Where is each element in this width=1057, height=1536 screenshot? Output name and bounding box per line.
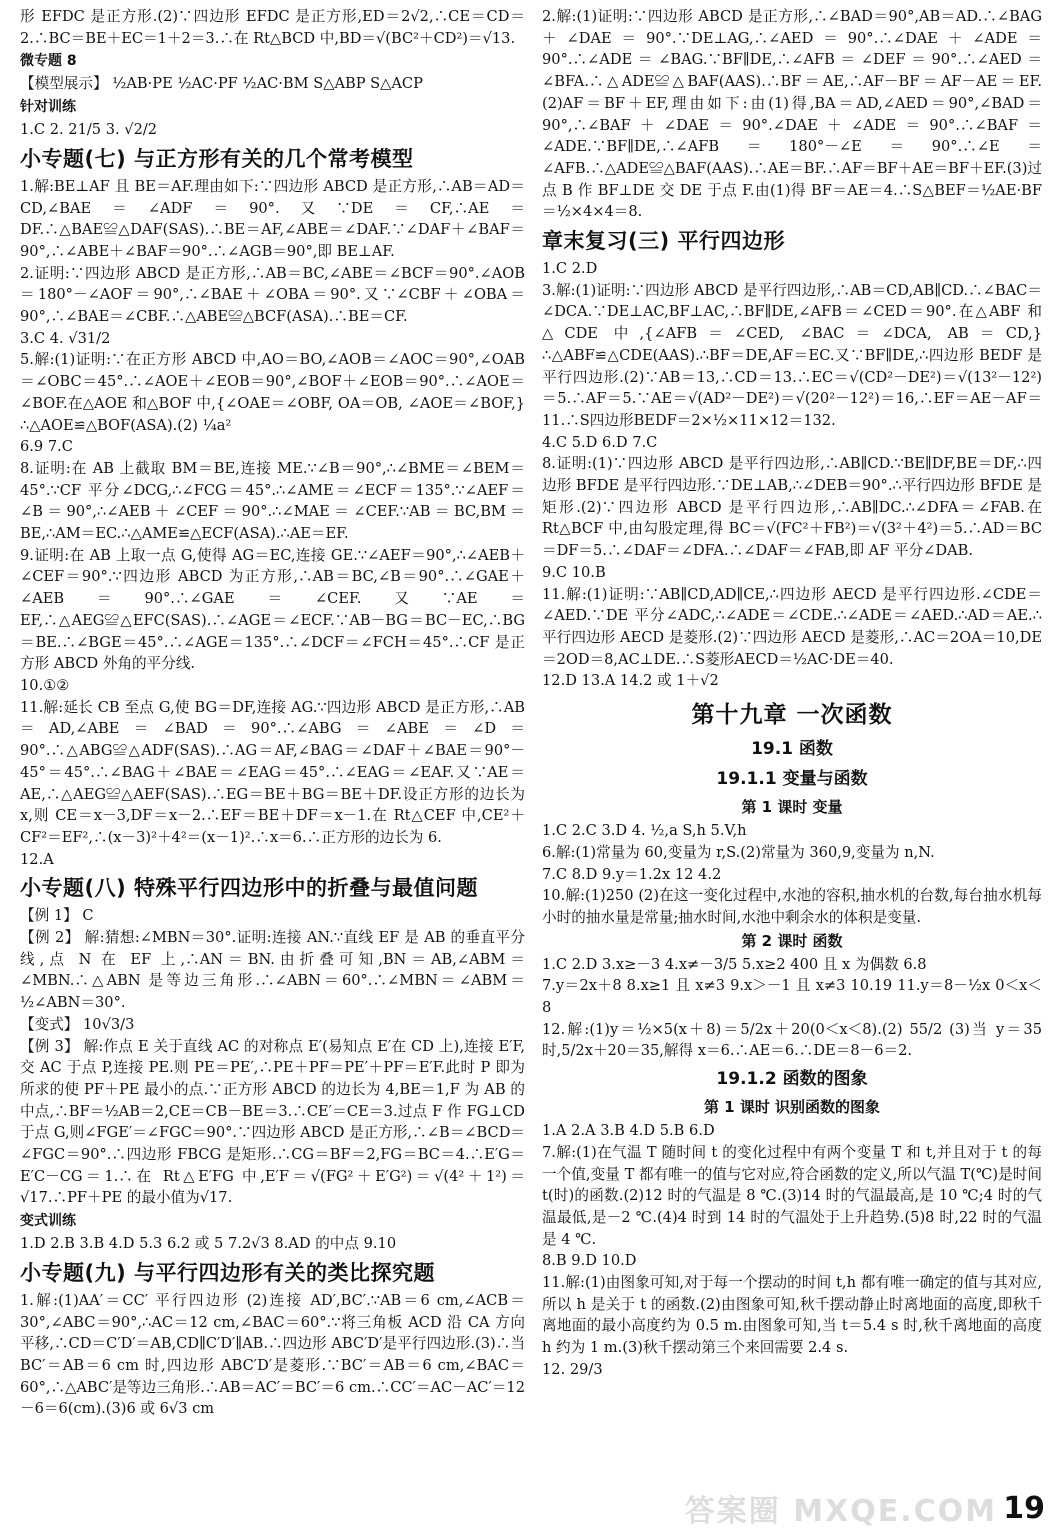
answer-paragraph: 12. 29/3 — [542, 1360, 603, 1378]
answer-paragraph: 11.解:(1)由图象可知,对于每一个摆动的时间 t,h 都有唯一确定的值与其对应,所以 h 是关于 t 的函数.(2)由图象可知,秋千摆动静止时离地面的高度,即秋千离地面的最小高度约为 0.5 m.由图象可知,当 t＝5.4 s 时,秋千离地面的高度 h 约为 1 m.(3)秋千摆动第三个来回需要 2.4 s. — [542, 1274, 1042, 1357]
answer-paragraph: 6.9 7.C — [20, 438, 73, 456]
watermark: 答案圈 MXQE.COM — [684, 1494, 997, 1529]
answer-paragraph: 8.B 9.D 10.D — [542, 1252, 637, 1270]
answer-paragraph: 3.C 4. √31/2 — [20, 329, 111, 347]
subsection-heading: 19.1 函数 — [751, 739, 833, 760]
answer-paragraph: 【例 2】 解:猜想:∠MBN＝30°.证明:连接 AN.∵直线 EF 是 AB 的垂直平分线,点 N 在 EF 上,∴AN＝BN.由折叠可知,BN＝AB,∠ABM＝∠MBN.∴△ABN 是等边三角形.∴∠ABN＝60°.∴∠MBN＝∠ABM＝½∠ABN＝30°. — [20, 929, 525, 1012]
answer-paragraph: 9.C 10.B — [542, 563, 606, 581]
answer-paragraph: 1.C 2.D — [542, 260, 598, 278]
answer-paragraph: 8.证明:在 AB 上截取 BM＝BE,连接 ME.∵∠B＝90°,∴∠BME＝∠BEM＝45°.∵CF 平分∠DCG,∴∠FCG＝45°.∴∠AME＝∠ECF＝135°.∵∠AEF＝∠B＝90°,∴∠AEB＋∠CEF＝90°.∴∠MAE＝∠CEF.∵AB＝BC,BM＝BE,∴AM＝EC.∴△AME≌△ECF(ASA).∴AE＝EF. — [20, 459, 525, 543]
subsection-heading: 19.1.1 变量与函数 — [716, 769, 868, 790]
small-heading: 针对训练 — [20, 99, 76, 116]
answer-paragraph: 4.C 5.D 6.D 7.C — [542, 433, 658, 451]
chapter-heading: 第十九章 一次函数 — [691, 702, 893, 729]
answer-paragraph: 12.D 13.A 14.2 或 1＋√2 — [542, 672, 719, 690]
answer-paragraph: 7.y＝2x＋8 8.x≥1 且 x≠3 9.x＞－1 且 x≠3 10.19 11.y＝8－½x 0＜x＜8 — [542, 977, 1042, 1017]
small-heading: 变式训练 — [20, 1213, 76, 1230]
answer-paragraph: 10.①② — [20, 676, 70, 694]
answer-paragraph: 【模型展示】 ½AB·PE ½AC·PF ½AC·BM S△ABP S△ACP — [20, 75, 423, 93]
section-heading: 章末复习(三) 平行四边形 — [542, 229, 786, 254]
answer-paragraph: 【变式】 10√3/3 — [20, 1015, 135, 1033]
answer-paragraph: 6.解:(1)常量为 60,变量为 r,S.(2)常量为 360,9,变量为 n,N. — [542, 843, 935, 861]
answer-paragraph: 形 EFDC 是正方形.(2)∵四边形 EFDC 是正方形,ED＝2√2,∴CE＝CD＝2.∴BC＝BE＋EC＝1＋2＝3.∴在 Rt△BCD 中,BD＝√(BC²＋CD²)＝√13. — [20, 8, 525, 47]
answer-paragraph: 1.C 2.C 3.D 4. ½,a S,h 5.V,h — [542, 822, 747, 840]
lesson-heading: 第 1 课时 识别函数的图象 — [703, 1098, 881, 1117]
answer-paragraph: 2.证明:∵四边形 ABCD 是正方形,∴AB＝BC,∠ABE＝∠BCF＝90°.∠AOB＝180°－∠AOF＝90°,∴∠BAE＋∠OBA＝90°.又∵∠CBF＋∠OBA＝90°,∴∠BAE＝∠CBF.∴△ABE≌△BCF(ASA).∴BE＝CF. — [20, 264, 525, 326]
answer-paragraph: 11.解:延长 CB 至点 G,使 BG＝DF,连接 AG.∵四边形 ABCD 是正方形,∴AB＝AD,∠ABE＝∠BAD＝90°.∴∠ABG＝∠ABE＝∠D＝90°.∴△ABG≌△ADF(SAS).∴AG＝AF,∠BAG＝∠DAF＋∠BAE＝90°－45°＝45°.∴∠BAG＋∠BAE＝∠EAG＝45°.∴∠EAG＝∠EAF.又∵AE＝AE,∴△AEG≌△AEF(SAS).∴EG＝BE＋BG＝BE＋DF.设正方形的边长为 x,则 CE＝x－3,DF＝x－2.∴EF＝BE＋DF＝x－1.在 Rt△CEF 中,CE²＋CF²＝EF²,∴(x－3)²＋4²＝(x－1)².∴x＝6.∴正方形的边长为 6. — [20, 698, 525, 846]
answer-paragraph: 2.解:(1)证明:∵四边形 ABCD 是正方形,∴∠BAD＝90°,AB＝AD.∴∠BAG＋∠DAE＝90°.∵DE⊥AG,∴∠AED＝90°.∴∠DAE＋∠ADE＝90°.∴∠ADE＝∠BAG.∵BF∥DE,∴∠AFB＝∠DEF＝90°.∴∠AED＝∠BFA.∴△ADE≌△BAF(AAS).∴BF＝AE,∴AF－BF＝AF－AE＝EF.(2)AF＝BF＋EF,理由如下:由(1)得,BA＝AD,∠AED＝90°,∠BAD＝90°,∴∠BAF＋∠DAE＝90°.∠DAE＋∠ADE＝90°.∴∠BAF＝∠ADE.∵BF∥DE,∴∠AFB＝180°－∠E＝90°.∴∠E＝∠AFB.∴△ADE≌△BAF(AAS).∴AE＝BF.∴AF＝BF＋AE＝BF＋EF.(3)过点 B 作 BF⊥DE 交 DE 于点 F.由(1)得 BF＝AE＝4.∴S△BEF＝½AE·BF＝½×4×4＝8. — [542, 8, 1042, 221]
answer-paragraph: 1.D 2.B 3.B 4.D 5.3 6.2 或 5 7.2√3 8.AD 的中点 9.10 — [20, 1235, 397, 1253]
answer-paragraph: 1.C 2. 21/5 3. √2/2 — [20, 121, 158, 139]
answer-paragraph: 12.A — [20, 850, 54, 868]
section-heading: 小专题(七) 与正方形有关的几个常考模型 — [20, 146, 414, 171]
answer-paragraph: 9.证明:在 AB 上取一点 G,使得 AG＝EC,连接 GE.∵∠AEF＝90°,∴∠AEB＋∠CEF＝90°.∵四边形 ABCD 为正方形,∴AB＝BC,∠B＝90°.∴∠GAE＋∠AEB＝90°.∴∠GAE＝∠CEF.又∵AE＝EF,∴△AEG≌△EFC(SAS).∴∠AGE＝∠ECF.∵AB－BG＝BC－EC,∴BG＝BE.∴∠BGE＝45°.∴∠AGE＝135°.∴∠DCF＝∠FCH＝45°.∴CF 是正方形 ABCD 外角的平分线. — [20, 546, 525, 673]
answer-paragraph: 3.解:(1)证明:∵四边形 ABCD 是平行四边形,∴AB＝CD,AB∥CD.∴∠BAC＝∠DCA.∵DE⊥AC,BF⊥AC,∴BF∥DE,∠AFB＝∠CED＝90°.在△ABF 和△CDE 中,{∠AFB＝∠CED, ∠BAC＝∠DCA, AB＝CD,} ∴△ABF≌△CDE(AAS).∴BF＝DE,AF＝EC.又∵BF∥DE,∴四边形 BEDF 是平行四边形.(2)∵AB＝13,∴CD＝13.∴EC＝√(CD²－DE²)＝√(13²－12²)＝5.∴AF＝5.∵AE＝√(AD²－DE²)＝√(20²－12²)＝16,∴EF＝AE－AF＝11.∴S四边形BEDF＝2×½×11×12＝132. — [542, 281, 1042, 429]
answer-paragraph: 1.C 2.D 3.x≥－3 4.x≠－3/5 5.x≥2 400 且 x 为偶数 6.8 — [542, 955, 927, 973]
subsection-heading: 19.1.2 函数的图象 — [716, 1069, 868, 1090]
answer-paragraph: 1.解:(1)AA′＝CC′ 平行四边形 (2)连接 AD′,BC′.∵AB＝6 cm,∠ACB＝30°,∠ABC＝90°,∴AC＝12 cm,∠BAC＝60°.∵将三角板 ACD 沿 CA 方向平移,∴CD＝C′D′＝AB,CD∥C′D′∥AB.∴四边形 ABC′D′是平行四边形.(3)∴当 BC′＝AB＝6 cm 时,四边形 ABC′D′是菱形.∵BC′＝AB＝6 cm,∠BAC＝60°,∴△ABC′是等边三角形.∴AB＝AC′＝BC′＝6 cm.∴CC′＝AC－AC′＝12－6＝6(cm).(3)6 或 6√3 cm — [20, 1291, 525, 1418]
answer-paragraph: 1.A 2.A 3.B 4.D 5.B 6.D — [542, 1122, 715, 1140]
section-heading: 小专题(八) 特殊平行四边形中的折叠与最值问题 — [20, 876, 479, 901]
answer-paragraph: 10.解:(1)250 (2)在这一变化过程中,水池的容积,抽水机的台数,每台抽水机每小时的抽水量是常量;抽水时间,水池中剩余水的体积是变量. — [542, 887, 1042, 926]
answer-paragraph: 【例 1】 C — [20, 907, 94, 925]
left-column — [20, 6, 525, 1420]
page-number: 19 — [1003, 1491, 1045, 1526]
lesson-heading: 第 1 课时 变量 — [741, 798, 843, 817]
small-heading: 微专题 8 — [20, 53, 77, 70]
answer-paragraph: 11.解:(1)证明:∵AB∥CD,AD∥CE,∴四边形 AECD 是平行四边形.∠CDE＝∠AED.∵DE 平分∠ADC,∴∠ADE＝∠CDE.∴∠ADE＝∠AED.∴AD＝AE.∴平行四边形 AECD 是菱形.(2)∵四边形 AECD 是菱形,∴AC＝2OA＝10,DE＝2OD＝8,AC⊥DE.∴S菱形AECD＝½AC·DE＝40. — [542, 585, 1042, 668]
answer-paragraph: 8.证明:(1)∵四边形 ABCD 是平行四边形,∴AB∥CD.∵BE∥DF,BE＝DF,∴四边形 BFDE 是平行四边形.∵DE⊥AB,∴∠DEB＝90°.∴平行四边形 BFDE 是矩形.(2)∵四边形 ABCD 是平行四边形,∴AB∥DC.∴∠DFA＝∠FAB.在 Rt△BCF 中,由勾股定理,得 BC＝√(FC²＋FB²)＝√(3²＋4²)＝5.∴AD＝BC＝DF＝5.∴∠DAF＝∠DFA.∴∠DAF＝∠FAB,即 AF 平分∠DAB. — [542, 455, 1042, 560]
answer-paragraph: 7.解:(1)在气温 T 随时间 t 的变化过程中有两个变量 T 和 t,并且对于 t 的每一个值,变量 T 都有唯一的值与它对应,符合函数的定义,所以气温 T(℃)是时间 t(时)的函数.(2)12 时的气温是 8 ℃.(3)14 时的气温最高,是 10 ℃;4 时的气温最低,是－2 ℃.(4)4 时到 14 时的气温处于上升趋势.(5)8 时,22 时的气温是 4 ℃. — [542, 1143, 1042, 1248]
lesson-heading: 第 2 课时 函数 — [741, 931, 843, 950]
answer-paragraph: 7.C 8.D 9.y＝1.2x 12 4.2 — [542, 865, 722, 883]
answer-paragraph: 1.解:BE⊥AF 且 BE＝AF.理由如下:∵四边形 ABCD 是正方形,∴AB＝AD＝CD,∠BAE＝∠ADF＝90°.又∵DE＝CF,∴AE＝DF.∴△BAE≌△DAF(SAS).∴BE＝AF,∠ABE＝∠DAF.∵∠DAF＋∠BAF＝90°,∴∠ABE＋∠BAF＝90°.∴∠AGB＝90°,即 BE⊥AF. — [20, 177, 525, 260]
answer-paragraph: 12.解:(1)y＝½×5(x＋8)＝5/2x＋20(0＜x＜8).(2) 55/2 (3)当 y＝35 时,5/2x＋20＝35,解得 x＝6.∴AE＝6.∴DE＝8－6＝2. — [542, 1020, 1042, 1060]
section-heading: 小专题(九) 与平行四边形有关的类比探究题 — [20, 1260, 436, 1285]
answer-paragraph: 5.解:(1)证明:∵在正方形 ABCD 中,AO＝BO,∠AOB＝∠AOC＝90°,∠OAB＝∠OBC＝45°.∴∠AOE＋∠EOB＝90°,∠BOF＋∠EOB＝90°.∴∠AOE＝∠BOF.在△AOE 和△BOF 中,{∠OAE＝∠OBF, OA＝OB, ∠AOE＝∠BOF,} ∴△AOE≌△BOF(ASA).(2) ¼a² — [20, 351, 525, 434]
right-column — [542, 6, 1042, 1381]
answer-paragraph: 【例 3】 解:作点 E 关于直线 AC 的对称点 E′(易知点 E′在 CD 上),连接 E′F,交 AC 于点 P,连接 PE.则 PE＝PE′,∴PE＋PF＝PE′＋PF＝E′F.此时 P 即为所求的使 PF＋PE 最小的点.∵正方形 ABCD 的边长为 4,BE＝1,F 为 AB 的中点,∴BF＝½AB＝2,CE＝CB－BE＝3.∴CE′＝CE＝3.过点 F 作 FG⊥CD 于点 G,则∠FGE′＝∠FGC＝90°.∵四边形 ABCD 是正方形,∴∠B＝∠BCD＝∠FGC＝90°.∴四边形 FBCG 是矩形.∴CG＝BF＝2,FG＝BC＝4.∴E′G＝E′C－CG＝1.∴在 Rt△E′FG 中,E′F＝√(FG²＋E′G²)＝√(4²＋1²)＝√17.∴PF＋PE 的最小值为√17. — [20, 1037, 525, 1207]
